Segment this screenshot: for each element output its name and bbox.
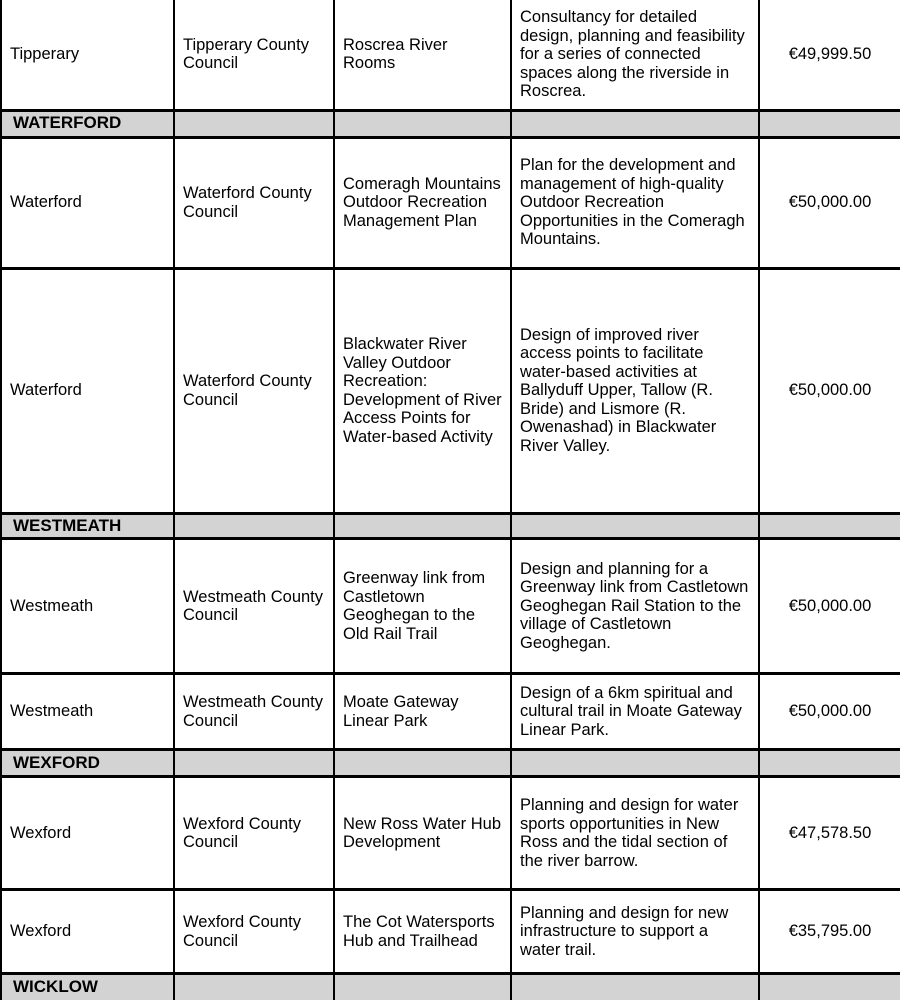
description-cell: Design of a 6km spiritual and cultural trail in Moate Gateway Linear Park. [511, 674, 759, 750]
section-header-cell-empty [334, 974, 511, 1000]
table-row [1, 268, 900, 513]
section-header-cell-empty [334, 513, 511, 539]
section-header-cell-empty [174, 110, 334, 137]
council-cell: Wexford County Council [174, 777, 334, 890]
section-header-label: WESTMEATH [1, 513, 174, 539]
council-cell: Westmeath County Council [174, 674, 334, 750]
table-row [1, 137, 900, 268]
table-row [1, 674, 900, 750]
section-header-label: WICKLOW [1, 974, 174, 1000]
section-header-cell-empty [174, 750, 334, 777]
description-cell: Planning and design for new infrastructure to support a water trail. [511, 890, 759, 974]
amount-cell: €50,000.00 [759, 674, 900, 750]
section-header-cell-empty [511, 750, 759, 777]
section-header-cell-empty [759, 750, 900, 777]
section-header-row [1, 110, 900, 137]
council-cell: Waterford County Council [174, 137, 334, 268]
table-row [1, 0, 900, 110]
section-header-cell-empty [174, 513, 334, 539]
section-header-cell-empty [511, 110, 759, 137]
description-cell: Design and planning for a Greenway link from Castletown Geoghegan Rail Station to the village of Castletown Geoghegan. [511, 539, 759, 674]
project-cell: Blackwater River Valley Outdoor Recreation: Development of River Access Points for Water-based Activity [334, 268, 511, 513]
council-cell: Tipperary County Council [174, 0, 334, 110]
county-cell: Waterford [1, 268, 174, 513]
section-header-cell-empty [174, 974, 334, 1000]
project-cell: Moate Gateway Linear Park [334, 674, 511, 750]
council-cell: Wexford County Council [174, 890, 334, 974]
county-cell: Westmeath [1, 674, 174, 750]
county-cell: Wexford [1, 777, 174, 890]
amount-cell: €50,000.00 [759, 137, 900, 268]
county-cell: Westmeath [1, 539, 174, 674]
project-cell: New Ross Water Hub Development [334, 777, 511, 890]
council-cell: Westmeath County Council [174, 539, 334, 674]
description-cell: Plan for the development and management of high-quality Outdoor Recreation Opportunities in the Comeragh Mountains. [511, 137, 759, 268]
project-cell: The Cot Watersports Hub and Trailhead [334, 890, 511, 974]
amount-cell: €50,000.00 [759, 539, 900, 674]
county-cell: Wexford [1, 890, 174, 974]
section-header-cell-empty [511, 974, 759, 1000]
description-cell: Planning and design for water sports opportunities in New Ross and the tidal section of the river barrow. [511, 777, 759, 890]
section-header-cell-empty [334, 110, 511, 137]
amount-cell: €35,795.00 [759, 890, 900, 974]
description-cell: Design of improved river access points to facilitate water-based activities at Ballyduff Upper, Tallow (R. Bride) and Lismore (R. Owenashad) in Blackwater River Valley. [511, 268, 759, 513]
project-cell: Comeragh Mountains Outdoor Recreation Management Plan [334, 137, 511, 268]
table-row [1, 539, 900, 674]
section-header-label: WEXFORD [1, 750, 174, 777]
table-row [1, 890, 900, 974]
section-header-label: WATERFORD [1, 110, 174, 137]
section-header-cell-empty [511, 513, 759, 539]
section-header-cell-empty [759, 974, 900, 1000]
county-cell: Waterford [1, 137, 174, 268]
section-header-row [1, 750, 900, 777]
section-header-cell-empty [334, 750, 511, 777]
section-header-row [1, 513, 900, 539]
project-cell: Greenway link from Castletown Geoghegan to the Old Rail Trail [334, 539, 511, 674]
table-row [1, 777, 900, 890]
section-header-cell-empty [759, 110, 900, 137]
county-cell: Tipperary [1, 0, 174, 110]
council-cell: Waterford County Council [174, 268, 334, 513]
amount-cell: €50,000.00 [759, 268, 900, 513]
amount-cell: €47,578.50 [759, 777, 900, 890]
project-cell: Roscrea River Rooms [334, 0, 511, 110]
description-cell: Consultancy for detailed design, planning and feasibility for a series of connected spaces along the riverside in Roscrea. [511, 0, 759, 110]
amount-cell: €49,999.50 [759, 0, 900, 110]
section-header-row [1, 974, 900, 1000]
section-header-cell-empty [759, 513, 900, 539]
